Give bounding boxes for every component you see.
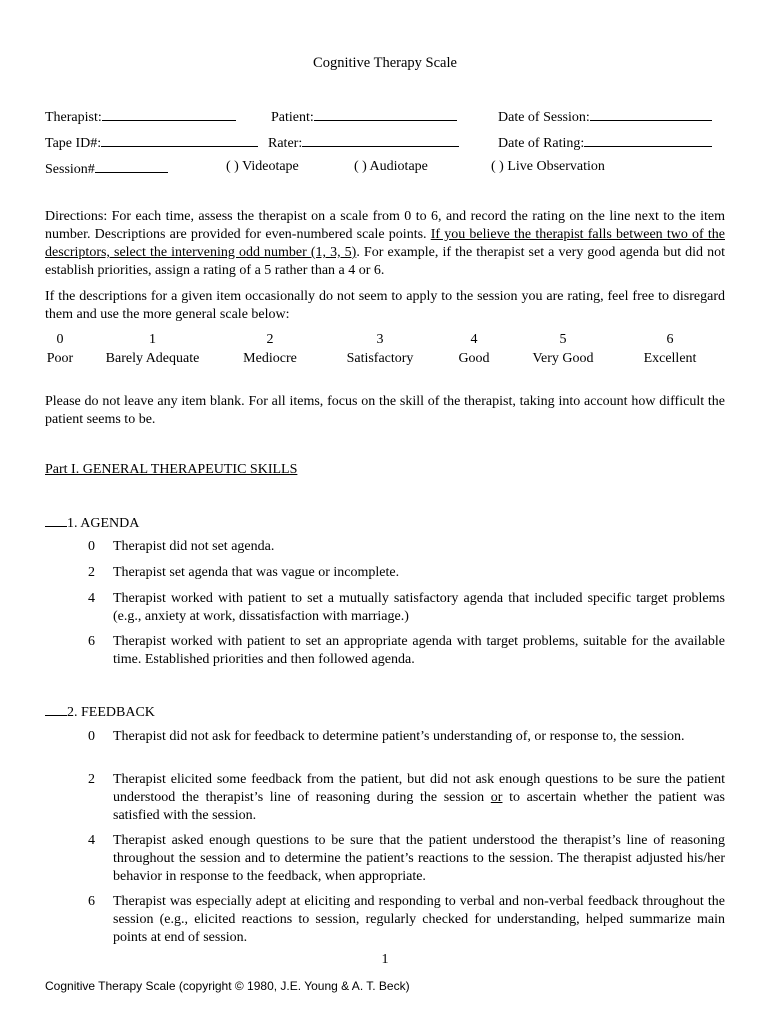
descriptor xyxy=(88,564,725,582)
scale-label: Satisfactory xyxy=(346,351,414,366)
descriptor-text: Therapist worked with patient to set a mutually satisfactory agenda that included specific target problems (e.g., anxiety at work, dissatisfaction with marriage.) xyxy=(113,591,725,624)
descriptor-text-b: to ascertain whether the patient was satisfied with the session. xyxy=(113,790,725,823)
descriptor-text: Therapist worked with patient to set an appropriate agenda with target problems, suitable for the available time. Established priorities and then followed agenda. xyxy=(113,634,725,667)
date-of-session-blank[interactable] xyxy=(590,106,712,121)
scale-number: 3 xyxy=(376,332,384,347)
session-number-field[interactable] xyxy=(45,158,168,179)
descriptor-score: 2 xyxy=(88,772,95,787)
scale-point xyxy=(230,331,310,368)
descriptor-score: 4 xyxy=(88,591,95,606)
item-agenda-heading xyxy=(45,513,139,533)
descriptor-score: 2 xyxy=(88,565,95,580)
directions-paragraph-2: If the descriptions for a given item occasionally do not seem to apply to the session you are rating, feel free to disregard them and use the more general scale below: xyxy=(45,289,725,322)
descriptor-text xyxy=(113,771,725,825)
rater-field[interactable] xyxy=(268,132,459,153)
descriptor xyxy=(88,771,725,825)
descriptor-score: 0 xyxy=(88,539,95,554)
scale-point xyxy=(100,331,205,368)
scale-label: Good xyxy=(458,351,490,366)
item-title: 2. FEEDBACK xyxy=(67,705,155,720)
tape-id-field[interactable] xyxy=(45,132,258,153)
patient-label: Patient: xyxy=(271,110,314,125)
scale-number: 5 xyxy=(559,332,567,347)
descriptor xyxy=(88,633,725,669)
part-1-heading: Part I. GENERAL THERAPEUTIC SKILLS xyxy=(45,462,298,477)
date-of-session-field[interactable] xyxy=(498,106,712,127)
directions-paragraph xyxy=(45,208,725,280)
directions-text-a: Directions: For each time, assess the therapist on a scale from 0 to 6, and record the rating on the line next to the item number. Descriptions are provided for even-numbered scale points. xyxy=(45,209,725,242)
descriptor-text: Therapist asked enough questions to be sure that the patient understood the therapist’s line of reasoning throughout the session and to determine the patient’s reactions to the session. The therapist adjusted his/her behavior in response to the feedback, when appropriate. xyxy=(113,833,725,884)
patient-field[interactable] xyxy=(271,106,457,127)
scale-point xyxy=(45,331,75,368)
scale-number: 1 xyxy=(149,332,156,347)
therapist-label: Therapist: xyxy=(45,110,102,125)
rater-blank[interactable] xyxy=(302,132,459,147)
live-observation-option[interactable]: ( ) Live Observation xyxy=(491,159,605,174)
tape-id-blank[interactable] xyxy=(101,132,258,147)
descriptor xyxy=(88,590,725,626)
date-of-rating-field[interactable] xyxy=(498,132,712,153)
scale-label: Very Good xyxy=(532,351,594,366)
date-of-rating-label: Date of Rating: xyxy=(498,136,585,151)
descriptor-text: Therapist set agenda that was vague or incomplete. xyxy=(113,565,400,580)
descriptor-text: Therapist did not set agenda. xyxy=(113,539,275,554)
rating-scale xyxy=(45,331,725,371)
scale-label: Poor xyxy=(46,351,74,366)
descriptor-score: 4 xyxy=(88,833,95,848)
therapist-blank[interactable] xyxy=(102,106,236,121)
scale-point xyxy=(335,331,425,368)
scale-number: 6 xyxy=(666,332,674,347)
descriptor xyxy=(88,893,725,947)
descriptor-underlined-word: or xyxy=(490,790,503,805)
videotape-option[interactable]: ( ) Videotape xyxy=(226,159,299,174)
scale-label: Barely Adequate xyxy=(105,351,200,366)
tape-id-label: Tape ID#: xyxy=(45,136,102,151)
scale-number: 2 xyxy=(266,332,274,347)
patient-blank[interactable] xyxy=(314,106,457,121)
instructions-note: Please do not leave any item blank. For all items, focus on the skill of the therapist, taking into account how difficult the patient seems to be. xyxy=(45,394,725,427)
directions-text-b: . For example, if the therapist set a very good agenda but did not establish priorities, assign a rating of a 5 rather than a 4 or 6. xyxy=(45,245,726,278)
descriptor-score: 6 xyxy=(88,634,95,649)
item-feedback-heading xyxy=(45,702,155,722)
date-of-session-label: Date of Session: xyxy=(498,110,590,125)
directions-underlined: If you believe the therapist falls between two of the descriptors, select the intervening odd number (1, 3, 5) xyxy=(45,227,725,260)
therapist-field[interactable] xyxy=(45,106,236,127)
scale-label: Excellent xyxy=(643,351,697,366)
page-title: Cognitive Therapy Scale xyxy=(313,55,457,71)
footer-copyright: Cognitive Therapy Scale (copyright © 1980, J.E. Young & A. T. Beck) xyxy=(45,979,410,993)
scale-number: 0 xyxy=(56,332,64,347)
session-number-label: Session# xyxy=(45,162,95,177)
descriptor-text: Therapist did not ask for feedback to determine patient’s understanding of, or response to, the session. xyxy=(113,729,685,744)
item-rating-blank[interactable] xyxy=(45,702,67,716)
descriptor-score: 6 xyxy=(88,894,95,909)
scale-label: Mediocre xyxy=(243,351,297,366)
scale-point xyxy=(447,331,501,368)
descriptor xyxy=(88,538,725,556)
session-number-blank[interactable] xyxy=(95,158,168,173)
descriptor-text: Therapist was especially adept at eliciting and responding to verbal and non-verbal feedback throughout the session (e.g., elicited reactions to session, regularly checked for understanding, helped summarize main points at end of session. xyxy=(113,894,725,945)
descriptor-text-a: Therapist elicited some feedback from the patient, but did not ask enough questions to be sure the patient understood the therapist’s line of reasoning during the session xyxy=(113,772,725,805)
audiotape-option[interactable]: ( ) Audiotape xyxy=(354,159,428,174)
scale-point xyxy=(523,331,603,368)
item-title: 1. AGENDA xyxy=(67,516,140,531)
descriptor-score: 0 xyxy=(88,729,95,744)
item-rating-blank[interactable] xyxy=(45,513,67,527)
descriptor xyxy=(88,728,725,746)
descriptor xyxy=(88,832,725,886)
rater-label: Rater: xyxy=(268,136,303,151)
scale-number: 4 xyxy=(470,332,478,347)
date-of-rating-blank[interactable] xyxy=(584,132,712,147)
page-number: 1 xyxy=(381,952,389,967)
scale-point xyxy=(635,331,705,368)
